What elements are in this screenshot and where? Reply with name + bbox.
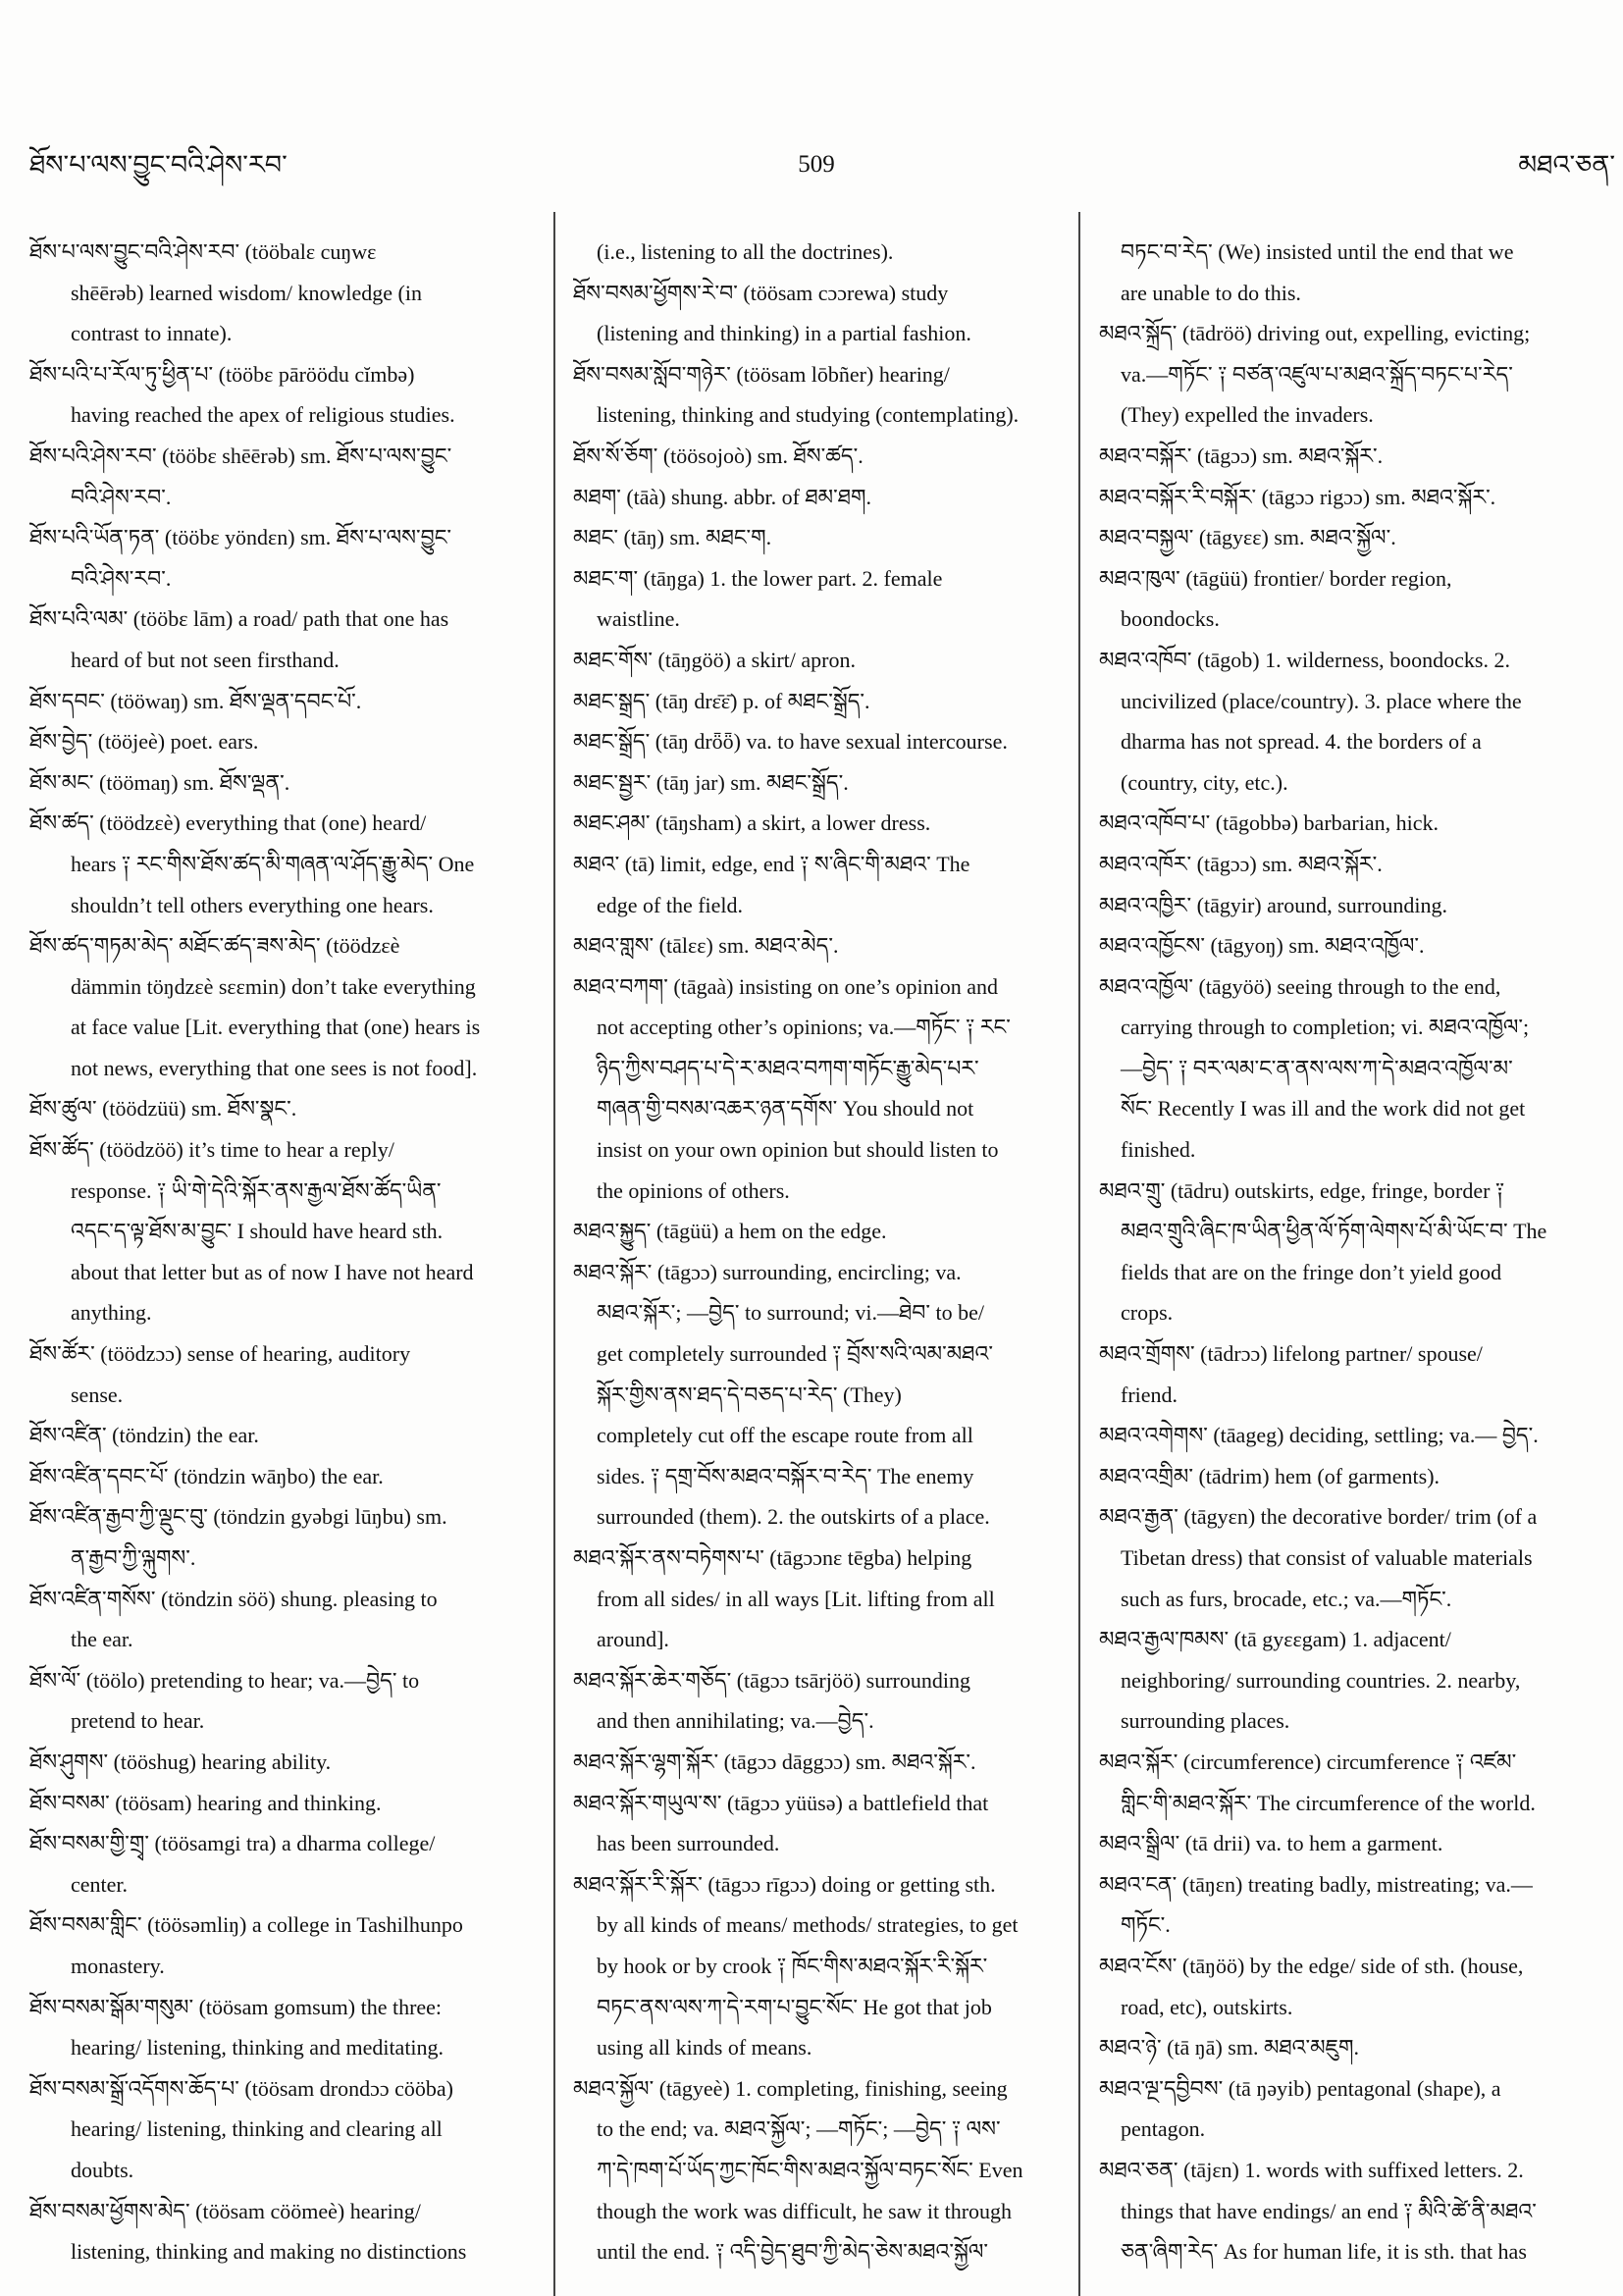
dictionary-entry	[573, 1742, 1066, 1783]
entry-text-line: བཏང་ནས་ལས་ཀ་དེ་རག་པ་བྱུང་སོང་ He got that job	[597, 1994, 992, 2019]
entry-text-line: fields that are on the fringe don’t yield good	[1121, 1259, 1502, 1284]
dictionary-entry	[29, 1415, 542, 1456]
entry-headword-line: མཐའ་སྐྱུད་ (tāgüü) a hem on the edge.	[573, 1219, 887, 1244]
entry-headword-line: མཐང་གོས་ (tāŋgöö) a skirt/ apron.	[573, 647, 856, 672]
entry-headword-line: མཐའ་རྒྱན་ (tāgyɛn) the decorative border/ trim (of a	[1099, 1504, 1538, 1530]
dictionary-entry	[1099, 313, 1590, 436]
entry-text-line: carrying through to completion; vi. མཐའ་འཁྱོལ་;	[1121, 1015, 1530, 1040]
entry-headword-line: མཐའ་ (tā) limit, edge, end ༑ ས་ཞིང་གི་མཐའ་ The	[573, 851, 970, 876]
entry-headword-line: ཐོས་མང་ (töömaŋ) sm. ཐོས་ལྡན་.	[29, 769, 290, 795]
dictionary-entry	[573, 1538, 1066, 1660]
dictionary-entry	[1099, 1946, 1590, 2027]
entry-headword-line: མཐའ་སྐོར་ལྷག་སྐོར་ (tāgɔɔ dāggɔɔ) sm. མཐའ་སྐོར་.	[573, 1748, 976, 1774]
entry-text-line: waistline.	[597, 606, 680, 632]
entry-text-line: doubts.	[71, 2157, 134, 2182]
entry-headword-line: མཐང་ག་ (tāŋga) 1. the lower part. 2. female	[573, 565, 943, 591]
dictionary-entry	[29, 1660, 542, 1742]
entry-headword-line: ཐོས་བསམ་གླིང་ (töösəmliŋ) a college in Tashilhunpo	[29, 1912, 463, 1938]
dictionary-entry	[29, 517, 542, 599]
entry-text-line: མཐའ་སྐོར་; —བྱེད་ to surround; vi.—ཐེབ་ to be/	[597, 1300, 985, 1326]
entry-headword-line: ཐོས་བསམ་སྒོམ་གསུམ་ (töösam gomsum) the three:	[29, 1994, 443, 2019]
entry-text-line: listening, thinking and making no distinctions	[71, 2239, 467, 2265]
dictionary-entry	[29, 1905, 542, 1986]
entry-text-line: not news, everything that one sees is not food].	[71, 1055, 478, 1080]
entry-text-line: འདང་ད་ལྟ་ཐོས་མ་བྱུང་ I should have heard sth.	[71, 1219, 444, 1244]
dictionary-entry	[1099, 436, 1590, 477]
entry-headword-line: ཐོས་བསམ་སློབ་གཉེར་ (töösam lōbñer) hearing/	[573, 361, 950, 387]
entry-text-line: བཏང་བ་རེད་ (We) insisted until the end that we	[1121, 239, 1514, 264]
entry-headword-line: མཐག་ (tāà) shung. abbr. of ཐམ་ཐག.	[573, 484, 872, 509]
entry-text-line: uncivilized (place/country). 3. place where the	[1121, 688, 1522, 713]
entry-headword-line: ཐོས་བསམ་ཕྱོགས་རེ་བ་ (töösam cɔɔrewa) study	[573, 280, 949, 305]
entry-text-line: response. ༑ ཡི་གེ་དེའི་སྐོར་ནས་རྒྱལ་ཐོས་ཚོད་ཡིན་	[71, 1177, 442, 1203]
entry-headword-line: མཐའ་འཁྱོལ་ (tāgyöö) seeing through to the end,	[1099, 973, 1501, 999]
entry-headword-line: ཐོས་ཚད་གཏམ་མེད་ མཐོང་ཚད་ཟས་མེད་ (töödzɛè	[29, 933, 400, 959]
dictionary-entry	[573, 517, 1066, 558]
entry-headword-line: ཐོས་པའི་པ་རོལ་ཏུ་ཕྱིན་པ་ (tööbɛ pāröödu cĭmbə)	[29, 361, 415, 387]
entry-headword-line: མཐང་ (tāŋ) sm. མཐང་ག.	[573, 525, 772, 550]
dictionary-entry	[1099, 640, 1590, 803]
dictionary-entry	[573, 436, 1066, 477]
entry-headword-line: མཐའ་འགེགས་ (tāageg) deciding, settling; va.— བྱེད་.	[1099, 1423, 1539, 1448]
entry-text-line: the opinions of others.	[597, 1177, 790, 1203]
entry-text-line: hears ༑ རང་གིས་ཐོས་ཚད་མི་གཞན་ལ་ཤོད་རྒྱུ་མེད་ One	[71, 851, 475, 876]
dictionary-entry	[1099, 558, 1590, 640]
dictionary-entry	[1099, 803, 1590, 844]
running-head-last-entry: མཐའ་ཅན་	[1518, 150, 1615, 180]
entry-headword-line: ཐོས་དབང་ (tööwaŋ) sm. ཐོས་ལྡན་དབང་པོ་.	[29, 688, 362, 713]
entry-headword-line: ཐོས་བསམ་གྱི་གྲྭ་ (töösamgi tra) a dharma college/	[29, 1831, 436, 1856]
dictionary-entry	[1099, 966, 1590, 1171]
dictionary-entry	[29, 1333, 542, 1415]
dictionary-entry	[29, 1987, 542, 2068]
entry-headword-line: མཐའ་འཁོབ་ (tāgob) 1. wilderness, boondocks. 2.	[1099, 647, 1510, 672]
entry-headword-line: མཐང་ཤམ་ (tāŋsham) a skirt, a lower dress.	[573, 810, 931, 836]
dictionary-entry	[573, 762, 1066, 804]
entry-text-line: སྐོར་གྱིས་ནས་ཐད་དེ་བཅད་པ་རེད་ (They)	[597, 1382, 902, 1407]
entry-text-line: things that have endings/ an end ༑ མིའི་ཚེ་ནི་མཐའ་	[1121, 2198, 1537, 2223]
entry-text-line: around].	[597, 1627, 669, 1652]
entry-text-line: ཅན་ཞིག་རེད་ As for human life, it is sth. that has	[1121, 2239, 1527, 2265]
entry-text-line: (country, city, etc.).	[1121, 769, 1288, 795]
entry-text-line: such as furs, brocade, etc.; va.—གཏོང་.	[1121, 1586, 1452, 1611]
entry-text-line: གཏོང་.	[1121, 1912, 1171, 1938]
entry-text-line: edge of the field.	[597, 892, 744, 917]
dictionary-entry	[1099, 1171, 1590, 1333]
dictionary-entry	[29, 232, 542, 354]
entry-text-line: sides. ༑ དགྲ་བོས་མཐའ་བསྐོར་བ་རེད་ The enemy	[597, 1463, 974, 1488]
dictionary-entry	[573, 1252, 1066, 1538]
entry-text-line: གཞན་གྱི་བསམ་འཆར་ཉན་དགོས་ You should not	[597, 1096, 974, 1122]
entry-headword-line: ཐོས་བྱེད་ (tööjeè) poet. ears.	[29, 729, 259, 755]
entry-text-line: anything.	[71, 1300, 152, 1326]
dictionary-entry	[1099, 2027, 1590, 2068]
dictionary-entry	[29, 1088, 542, 1129]
dictionary-entry	[573, 354, 1066, 436]
entry-headword-line: མཐའ་སྐྱོལ་ (tāgyeè) 1. completing, finishing, seeing	[573, 2075, 1008, 2101]
dictionary-entry	[29, 762, 542, 804]
entry-text-line: by all kinds of means/ methods/ strategies, to get	[597, 1912, 1019, 1938]
entry-headword-line: མཐའ་སྐྲོད་ (tādröö) driving out, expelling, evicting;	[1099, 321, 1531, 346]
dictionary-entry	[29, 1456, 542, 1497]
entry-headword-line: མཐའ་བསྐྱལ་ (tāgyɛɛ) sm. མཐའ་སྐྱོལ་.	[1099, 525, 1396, 550]
entry-text-line: road, etc), outskirts.	[1121, 1994, 1293, 2019]
column-divider	[553, 212, 555, 2296]
entry-headword-line: ཐོས་འཛིན་དབང་པོ་ (töndzin wāŋbo) the ear.	[29, 1463, 384, 1488]
dictionary-entry	[29, 1129, 542, 1333]
entry-text-line: though the work was difficult, he saw it through	[597, 2198, 1013, 2223]
entry-headword-line: མཐའ་བསྐོར་ (tāgɔɔ) sm. མཐའ་སྐོར་.	[1099, 443, 1384, 468]
entry-text-line: —བྱེད་ ༑ བར་ལམ་ང་ན་ནས་ལས་ཀ་དེ་མཐའ་འཁྱོལ་མ་	[1121, 1055, 1513, 1080]
entry-headword-line: ཐོས་འཛིན་ (töndzin) the ear.	[29, 1423, 259, 1448]
entry-text-line: monastery.	[71, 1953, 165, 1978]
entry-headword-line: ཐོས་ཚད་ (töödzɛè) everything that (one) heard/	[29, 810, 427, 836]
dictionary-entry	[29, 2068, 542, 2191]
dictionary-entry	[573, 803, 1066, 844]
entry-headword-line: མཐའ་སྐོར་ (tāgɔɔ) surrounding, encircling; va.	[573, 1259, 962, 1284]
entry-text-line: crops.	[1121, 1300, 1174, 1326]
entry-text-line: ཀ་དེ་ཁག་པོ་ཡོད་ཀྱང་ཁོང་གིས་མཐའ་སྐྱོལ་བཏང་སོང་ Even	[597, 2157, 1023, 2182]
entry-text-line: having reached the apex of religious studies.	[71, 402, 455, 428]
entry-text-line: ན་རྒྱབ་ཀྱི་ལྐུགས་.	[71, 1545, 196, 1570]
dictionary-entry	[29, 436, 542, 517]
dictionary-entry	[29, 721, 542, 762]
dictionary-entry	[573, 681, 1066, 722]
entry-text-line: dämmin töŋdzɛè sɛɛmin) don’t take everything	[71, 973, 476, 999]
dictionary-entry	[1099, 885, 1590, 926]
entry-headword-line: མཐའ་སྐོར་གཡུལ་ས་ (tāgɔɔ yüüsə) a battlefield that	[573, 1790, 989, 1815]
dictionary-entry	[573, 1211, 1066, 1252]
entry-text-line: to the end; va. མཐའ་སྐྱོལ་; —གཏོང་; —བྱེད་ ༑ ལས་	[597, 2116, 1001, 2142]
entry-text-line: contrast to innate).	[71, 321, 233, 346]
dictionary-entry	[29, 1742, 542, 1783]
entry-text-line: center.	[71, 1871, 129, 1897]
dictionary-entry	[29, 1579, 542, 1660]
dictionary-entry	[573, 966, 1066, 1212]
entry-headword-line: ཐོས་ཚོར་ (töödzɔɔ) sense of hearing, auditory	[29, 1341, 411, 1367]
entry-text-line: བའི་ཤེས་རབ་.	[71, 484, 172, 509]
entry-headword-line: ཐོས་ལོ་ (töölo) pretending to hear; va.—བྱེད་ to	[29, 1667, 420, 1693]
dictionary-entry	[29, 803, 542, 925]
entry-headword-line: མཐའ་འཁོབ་པ་ (tāgobbə) barbarian, hick.	[1099, 810, 1439, 836]
entry-text-line: shouldn’t tell others everything one hears.	[71, 892, 434, 917]
entry-headword-line: མཐའ་སྐོར་ (circumference) circumference ༑ འཛམ་	[1099, 1748, 1517, 1774]
entry-text-line: hearing/ listening, thinking and clearing all	[71, 2116, 443, 2142]
entry-headword-line: མཐའ་སྐོར་ནས་བཏེགས་པ་ (tāgɔɔnɛ tēgba) helping	[573, 1545, 972, 1570]
page-number: 509	[798, 151, 835, 178]
entry-headword-line: ཐོས་བསམ་ (töösam) hearing and thinking.	[29, 1790, 382, 1815]
entry-text-line: (They) expelled the invaders.	[1121, 402, 1374, 428]
entry-text-line: the ear.	[71, 1627, 133, 1652]
entry-headword-line: མཐང་སྒྲོད་ (tāŋ drȫȫ) va. to have sexual intercourse.	[573, 729, 1008, 755]
dictionary-entry	[573, 477, 1066, 518]
entry-headword-line: མཐའ་ངན་ (tāŋɛn) treating badly, mistreating; va.—	[1099, 1871, 1533, 1897]
dictionary-entry	[1099, 517, 1590, 558]
entry-headword-line: ཐོས་པའི་ཤེས་རབ་ (tööbɛ shēērəb) sm. ཐོས་པ་ལས་བྱུང་	[29, 443, 452, 468]
dictionary-entry	[29, 1783, 542, 1824]
entry-text-line: shēērəb) learned wisdom/ knowledge (in	[71, 280, 422, 305]
entry-headword-line: མཐའ་གྲོགས་ (tādrɔɔ) lifelong partner/ spouse/	[1099, 1341, 1483, 1367]
running-head-first-entry: ཐོས་པ་ལས་བྱུང་བའི་ཤེས་རབ་	[29, 150, 288, 180]
entry-headword-line: མཐའ་གྲུ་ (tādru) outskirts, edge, fringe, border ༑	[1099, 1177, 1505, 1203]
dictionary-entry	[1099, 1415, 1590, 1456]
dictionary-entry	[29, 599, 542, 680]
entry-text-line: from all sides/ in all ways [Lit. lifting from all	[597, 1586, 995, 1611]
column-divider	[1078, 212, 1080, 2296]
entry-headword-line: མཐའ་འགྲིམ་ (tādrim) hem (of garments).	[1099, 1463, 1440, 1488]
entry-headword-line: ཐོས་བསམ་སྒྲོ་འདོགས་ཆོད་པ་ (töösam drondɔɔ cööba)	[29, 2075, 453, 2101]
dictionary-entry	[1099, 1864, 1590, 1946]
dictionary-entry	[29, 1496, 542, 1578]
entry-headword-line: ཐོས་པའི་ལམ་ (tööbɛ lām) a road/ path that one has	[29, 606, 449, 632]
dictionary-entry	[1099, 1496, 1590, 1619]
dictionary-entry	[573, 1783, 1066, 1864]
entry-text-line: by hook or by crook ༑ ཁོང་གིས་མཐའ་སྐོར་རི་སྐོར་	[597, 1953, 988, 1978]
entry-headword-line: ཐོས་བསམ་ཕྱོགས་མེད་ (töösam cöömeè) hearing/	[29, 2198, 421, 2223]
dictionary-entry	[573, 2068, 1066, 2272]
entry-text-line: about that letter but as of now I have not heard	[71, 1259, 474, 1284]
entry-text-line: at face value [Lit. everything that (one) hears is	[71, 1015, 481, 1040]
dictionary-entry	[573, 640, 1066, 681]
entry-text-line: གླིང་གི་མཐའ་སྐོར་ The circumference of the world.	[1121, 1790, 1536, 1815]
entry-headword-line: མཐའ་རྒྱལ་ཁམས་ (tā gyɛɛgam) 1. adjacent/	[1099, 1627, 1451, 1652]
entry-headword-line: ཐོས་འཛིན་རྒྱབ་ཀྱི་ལྡུང་བུ་ (töndzin gyəbgi lūŋbu) sm.	[29, 1504, 447, 1530]
entry-headword-line: མཐའ་ཉེ་ (tā ŋā) sm. མཐའ་མཇུག.	[1099, 2035, 1360, 2061]
entry-text-line: surrounding places.	[1121, 1708, 1290, 1734]
dictionary-entry	[29, 354, 542, 436]
entry-text-line: surrounded (them). 2. the outskirts of a place.	[597, 1504, 990, 1530]
dictionary-entry	[573, 1864, 1066, 2068]
entry-headword-line: མཐའ་གླས་ (tālɛɛ) sm. མཐའ་མེད་.	[573, 933, 839, 959]
entry-text-line: sense.	[71, 1382, 124, 1407]
entry-headword-line: མཐའ་ལྔ་དབྱིབས་ (tā ŋəyib) pentagonal (shape), a	[1099, 2075, 1501, 2101]
entry-headword-line: མཐའ་ཁུལ་ (tāgüü) frontier/ border region,	[1099, 565, 1452, 591]
entry-text-line: boondocks.	[1121, 606, 1220, 632]
entry-headword-line: མཐའ་འཁོར་ (tāgɔɔ) sm. མཐའ་སྐོར་.	[1099, 851, 1383, 876]
entry-continuation	[1099, 232, 1590, 313]
entry-headword-line: མཐའ་འཁྱོངས་ (tāgyoŋ) sm. མཐའ་འཁྱོལ་.	[1099, 933, 1425, 959]
entry-text-line: insist on your own opinion but should listen to	[597, 1137, 999, 1163]
dictionary-entry	[29, 681, 542, 722]
entry-text-line: pentagon.	[1121, 2116, 1206, 2142]
entry-headword-line: མཐའ་སྐོར་ཆེར་གཅོད་ (tāgɔɔ tsārjöö) surrounding	[573, 1667, 970, 1693]
entry-headword-line: ཐོས་པ་ལས་བྱུང་བའི་ཤེས་རབ་ (tööbalɛ cuŋwɛ	[29, 239, 377, 264]
dictionary-entry	[1099, 1619, 1590, 1742]
entry-headword-line: མཐའ་ངོས་ (tāŋöö) by the edge/ side of sth. (house,	[1099, 1953, 1524, 1978]
entry-headword-line: མཐང་སྒྲད་ (tāŋ drɛ̄ɛ̄) p. of མཐང་སྒྲོད་.	[573, 688, 870, 713]
entry-text-line: friend.	[1121, 1382, 1178, 1407]
entry-text-line: until the end. ༑ འདི་བྱེད་ཐུབ་ཀྱི་མེད་ཅེས་མཐའ་སྐྱོལ་	[597, 2239, 989, 2265]
entry-continuation	[573, 232, 1066, 273]
dictionary-entry	[573, 721, 1066, 762]
entry-text-line: ཉིད་ཀྱིས་བཤད་པ་དེ་ར་མཐའ་བཀག་གཏོང་རྒྱུ་མེད་པར་	[597, 1055, 979, 1080]
dictionary-entry	[1099, 2068, 1590, 2150]
entry-headword-line: ཐོས་ཚོད་ (töödzöö) it’s time to hear a reply/	[29, 1137, 394, 1163]
dictionary-entry	[1099, 1742, 1590, 1823]
entry-headword-line: ཐོས་ཤུགས་ (tööshug) hearing ability.	[29, 1748, 332, 1774]
entry-text-line: listening, thinking and studying (contemplating).	[597, 402, 1020, 428]
dictionary-entry	[29, 1823, 542, 1905]
dictionary-entry	[1099, 925, 1590, 966]
dictionary-entry	[1099, 477, 1590, 518]
entry-text-line: pretend to hear.	[71, 1708, 205, 1734]
entry-headword-line: མཐའ་ཅན་ (tājɛn) 1. words with suffixed letters. 2.	[1099, 2157, 1524, 2182]
entry-text-line: heard of but not seen firsthand.	[71, 647, 340, 672]
dictionary-entry	[1099, 2150, 1590, 2272]
entry-text-line: (listening and thinking) in a partial fashion.	[597, 321, 971, 346]
entry-text-line: and then annihilating; va.—བྱེད་.	[597, 1708, 874, 1734]
entry-headword-line: ཐོས་པའི་ཡོན་ཏན་ (tööbɛ yöndɛn) sm. ཐོས་པ་ལས་བྱུང་	[29, 525, 452, 550]
entry-text-line: finished.	[1121, 1137, 1196, 1163]
entry-text-line: using all kinds of means.	[597, 2035, 812, 2061]
entry-headword-line: ཐོས་ཚུལ་ (töödzüü) sm. ཐོས་སྣང་.	[29, 1096, 297, 1122]
dictionary-entry	[1099, 1823, 1590, 1864]
entry-text-line: dharma has not spread. 4. the borders of a	[1121, 729, 1482, 755]
dictionary-entry	[29, 2191, 542, 2272]
entry-text-line: get completely surrounded ༑ བྲོས་སའི་ལམ་མཐའ་	[597, 1341, 993, 1367]
dictionary-entry	[573, 925, 1066, 966]
entry-text-line: va.—གཏོང་ ༑ བཙན་འཛུལ་པ་མཐའ་སྐྲོད་བཏང་པ་རེད་	[1121, 361, 1513, 387]
entry-headword-line: ཐོས་འཛིན་གསོས་ (töndzin söö) shung. pleasing to	[29, 1586, 438, 1611]
entry-headword-line: མཐའ་སྒྲིལ་ (tā drii) va. to hem a garment.	[1099, 1831, 1443, 1856]
entry-text-line: Tibetan dress) that consist of valuable materials	[1121, 1545, 1533, 1570]
entry-text-line: not accepting other’s opinions; va.—གཏོང་ ༑ རང་	[597, 1015, 1011, 1040]
entry-headword-line: མཐང་སྦྱར་ (tāŋ jar) sm. མཐང་སྒྲོད་.	[573, 769, 849, 795]
dictionary-entry	[1099, 1456, 1590, 1497]
dictionary-entry	[573, 1660, 1066, 1742]
entry-text-line: neighboring/ surrounding countries. 2. nearby,	[1121, 1667, 1521, 1693]
entry-headword-line: མཐའ་བཀག་ (tāgaà) insisting on one’s opinion and	[573, 973, 998, 999]
dictionary-column-2	[573, 232, 1066, 2282]
dictionary-entry	[1099, 1333, 1590, 1415]
entry-text-line: སོང་ Recently I was ill and the work did not get	[1121, 1096, 1526, 1122]
dictionary-column-3	[1099, 232, 1590, 2282]
dictionary-entry	[29, 925, 542, 1088]
entry-text-line: མཐའ་གྲུའི་ཞིང་ཁ་ཡིན་ཕྱིན་ལོ་ཏོག་ལེགས་པོ་མི་ཡོང་བ་ The	[1121, 1219, 1547, 1244]
dictionary-entry	[573, 273, 1066, 354]
entry-headword-line: མཐའ་སྐོར་རི་སྐོར་ (tāgɔɔ rīgɔɔ) doing or getting sth.	[573, 1871, 996, 1897]
entry-headword-line: མཐའ་འཁྱིར་ (tāgyir) around, surrounding.	[1099, 892, 1448, 917]
entry-text-line: hearing/ listening, thinking and meditating.	[71, 2035, 445, 2061]
entry-text-line: (i.e., listening to all the doctrines).	[597, 239, 894, 264]
entry-headword-line: ཐོས་སོ་ཅོག་ (töösojoò) sm. ཐོས་ཚད་.	[573, 443, 864, 468]
dictionary-entry	[1099, 844, 1590, 885]
dictionary-entry	[573, 844, 1066, 925]
dictionary-column-1	[29, 232, 542, 2282]
entry-headword-line: མཐའ་བསྐོར་རི་བསྐོར་ (tāgɔɔ rigɔɔ) sm. མཐའ་སྐོར་.	[1099, 484, 1496, 509]
dictionary-entry	[573, 558, 1066, 640]
entry-text-line: are unable to do this.	[1121, 280, 1301, 305]
entry-text-line: completely cut off the escape route from all	[597, 1423, 973, 1448]
entry-text-line: བའི་ཤེས་རབ་.	[71, 565, 172, 591]
entry-text-line: has been surrounded.	[597, 1831, 780, 1856]
